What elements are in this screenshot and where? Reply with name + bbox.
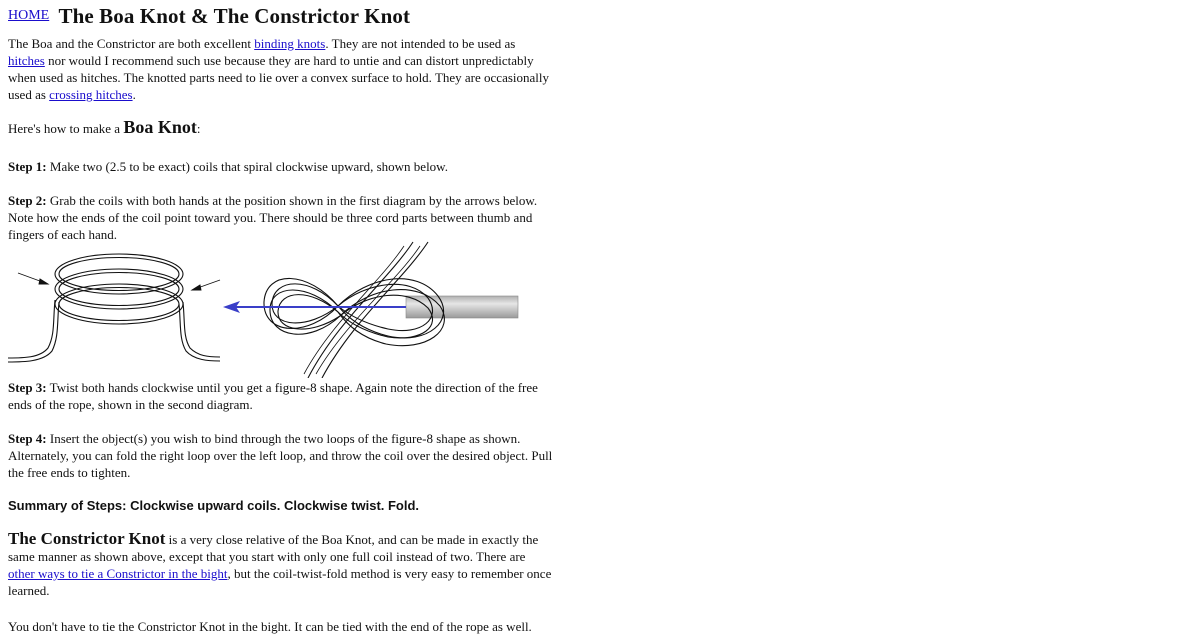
coil-loops <box>55 254 183 324</box>
rod-object <box>406 296 518 318</box>
insert-direction-arrow <box>223 301 406 313</box>
boa-knot-name: Boa Knot <box>123 117 197 137</box>
page-header <box>8 4 411 28</box>
step-3 <box>8 379 553 413</box>
step-text: Insert the object(s) you wish to bind through the two loops of the figure-8 shape as shown. Alternately, you can fold the right loop over the left loop, and throw the coil over the desired object. Pull the free ends to tighten. <box>8 431 553 480</box>
arrow-head-icon <box>39 279 48 284</box>
step-label: Step 3: <box>8 380 47 395</box>
constrictor-paragraph <box>8 530 553 599</box>
howto-heading <box>8 119 553 137</box>
constrictor-bight-link[interactable]: other ways to tie a Constrictor in the bight <box>8 566 228 581</box>
last-paragraph: You don't have to tie the Constrictor Knot in the bight. It can be tied with the end of the rope as well. <box>8 619 532 634</box>
howto-suffix: : <box>196 121 201 136</box>
howto-prefix: Here's how to make a <box>8 121 124 136</box>
step-4 <box>8 430 553 481</box>
step-label: Step 1: <box>8 159 47 174</box>
crossing-hitches-link[interactable]: crossing hitches <box>49 87 133 102</box>
intro-text: nor would I recommend such use because they are hard to untie and can distort unpredictably when used as hitches. The knotted parts need to lie over a convex surface to hold. They are occasionally used as <box>8 53 550 102</box>
step-text: Twist both hands clockwise until you get a figure-8 shape. Again note the direction of the free ends of the rope, shown in the second diagram. <box>8 380 538 412</box>
diagram-svg <box>8 240 528 378</box>
step-text: Grab the coils with both hands at the position shown in the first diagram by the arrows below. Note how the ends of the coil point toward you. There should be three cord parts between thumb and fingers of each hand. <box>8 193 538 242</box>
binding-knots-link[interactable]: binding knots <box>254 36 326 51</box>
summary-of-steps: Summary of Steps: Clockwise upward coils. Clockwise twist. Fold. <box>8 498 420 513</box>
intro-paragraph <box>8 35 553 103</box>
figure8-diagram <box>223 242 518 378</box>
hitches-link[interactable]: hitches <box>8 53 45 68</box>
constrictor-text: , but the coil-twist-fold method is very easy to remember once learned. <box>8 566 552 598</box>
step-2 <box>8 192 553 243</box>
coil-diagram <box>8 254 220 362</box>
constrictor-text: is a very close relative of the Boa Knot, and can be made in exactly the same manner as shown above, except that you start with only one full coil instead of two. There are <box>8 532 539 564</box>
intro-text: The Boa and the Constrictor are both excellent <box>8 36 255 51</box>
step-label: Step 2: <box>8 193 47 208</box>
intro-text: . <box>132 87 136 102</box>
knot-diagrams <box>8 240 528 378</box>
step-1 <box>8 158 553 175</box>
home-link[interactable]: HOME <box>8 8 50 23</box>
arrow-head-icon <box>192 285 201 290</box>
intro-text: . They are not intended to be used as <box>325 36 516 51</box>
step-label: Step 4: <box>8 431 47 446</box>
step-text: Make two (2.5 to be exact) coils that spiral clockwise upward, shown below. <box>46 159 448 174</box>
constrictor-knot-name: The Constrictor Knot <box>8 529 166 548</box>
page-title: The Boa Knot & The Constrictor Knot <box>58 4 411 28</box>
